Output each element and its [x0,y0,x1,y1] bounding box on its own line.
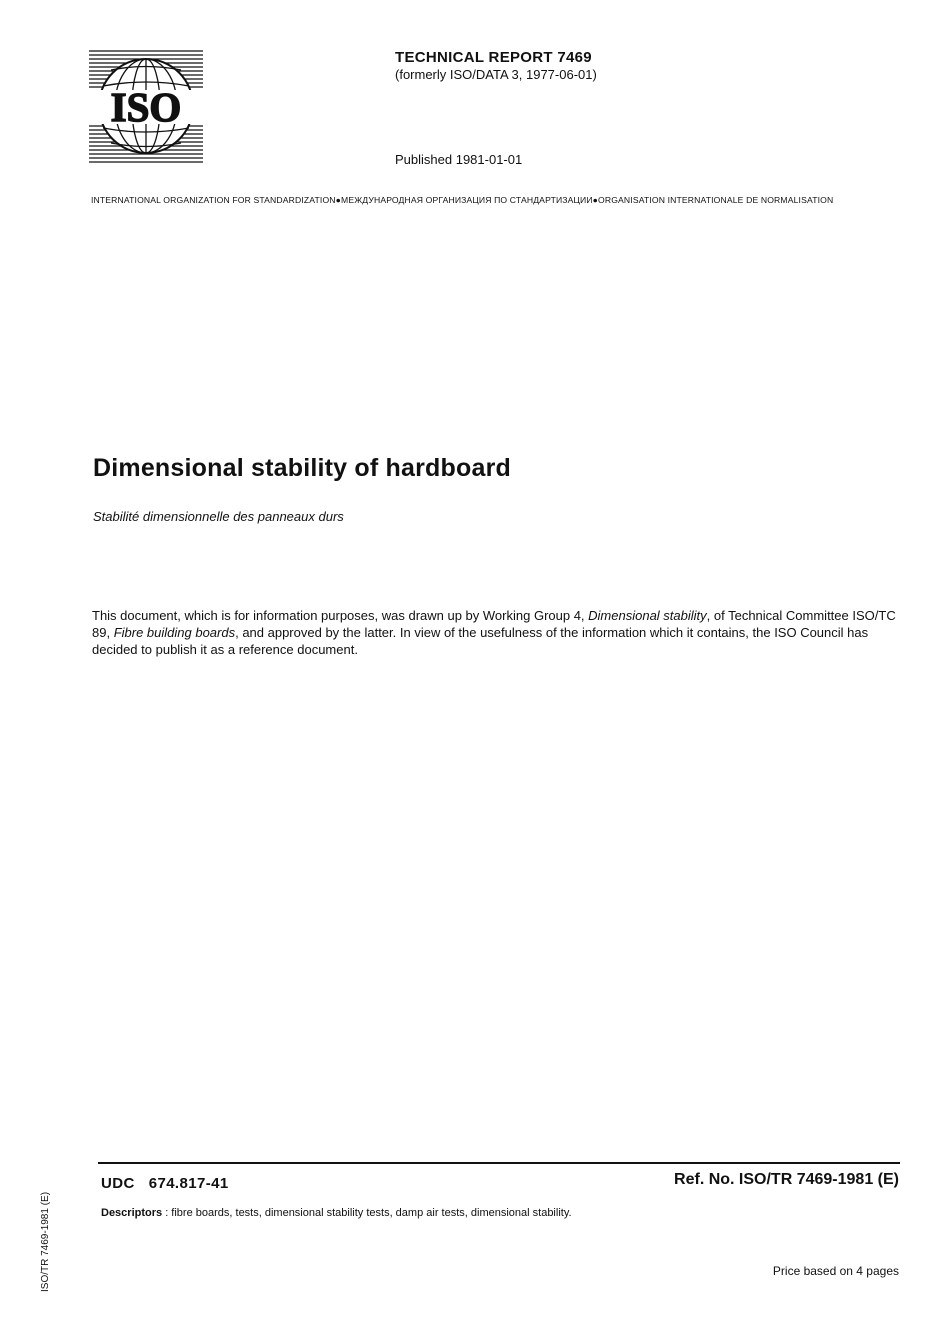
udc-value: 674.817-41 [148,1175,229,1192]
organization-line: INTERNATIONAL ORGANIZATION FOR STANDARDIZATION●МЕЖДУНАРОДНАЯ ОРГАНИЗАЦИЯ ПО СТАНДАРТИЗАЦИИ●ORGANISATION INTERNATIONALE DE NORMALISATION [91,195,834,205]
intro-text-2: , of Technical Committee ISO/TC 89, [92,608,896,640]
intro-paragraph [92,607,902,658]
intro-text-1: This document, which is for information purposes, was drawn up by Working Group 4, [92,608,589,623]
descriptors-label: Descriptors [101,1207,163,1219]
working-group-name: Dimensional stability [588,608,707,623]
formerly-reference: (formerly ISO/DATA 3, 1977-06-01) [395,67,597,82]
report-title: TECHNICAL REPORT 7469 [395,49,592,66]
document-title: Dimensional stability of hardboard [93,454,511,482]
publication-date: Published 1981-01-01 [395,152,523,167]
document-subtitle: Stabilité dimensionnelle des panneaux durs [93,509,344,524]
footer-rule [98,1162,900,1164]
intro-text-3: , and approved by the latter. In view of the usefulness of the information which it contains, the ISO Council has decided to publish it as a reference document. [92,625,869,657]
udc-label: UDC [101,1175,135,1192]
price-note: Price based on 4 pages [772,1264,899,1278]
udc-classification [101,1175,229,1192]
iso-logo-text: ISO [110,84,182,130]
side-reference: ISO/TR 7469-1981 (E) [40,1191,51,1292]
committee-name: Fibre building boards [113,625,236,640]
iso-logo [89,48,203,165]
descriptors-line [101,1207,572,1219]
descriptors-value: : fibre boards, tests, dimensional stability tests, damp air tests, dimensional stability. [162,1207,572,1219]
reference-number: Ref. No. ISO/TR 7469-1981 (E) [674,1171,899,1188]
